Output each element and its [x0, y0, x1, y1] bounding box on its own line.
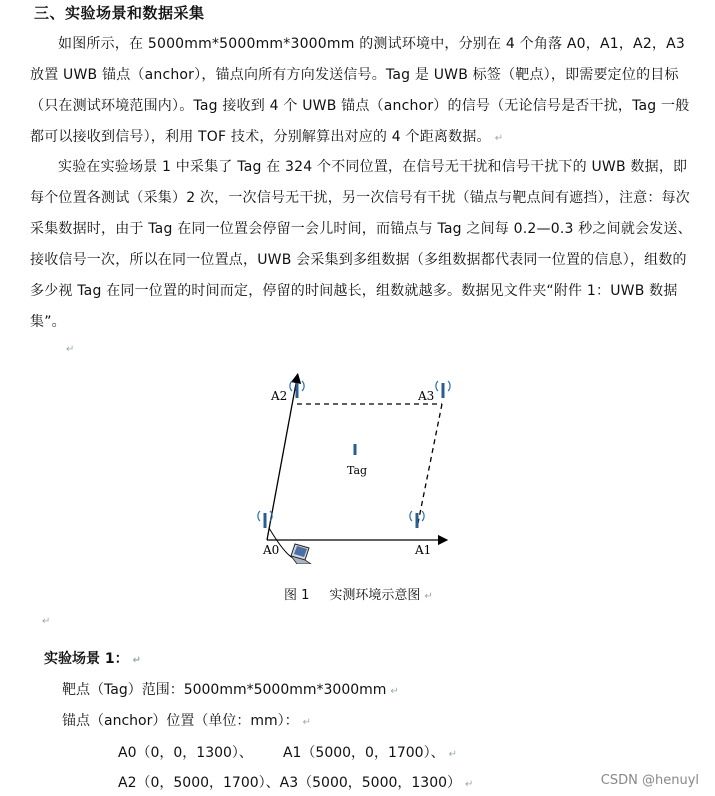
paragraph-mark-icon: ↵ — [465, 779, 474, 790]
anchor-a0-a1-line — [118, 742, 457, 762]
anchor-a3-antenna-icon — [436, 381, 450, 398]
caption-text: 实测环境示意图 — [329, 588, 421, 603]
scene-title — [44, 648, 141, 668]
paragraph-mark-icon: ↵ — [494, 133, 504, 144]
tag-range-text: 靶点（Tag）范围：5000mm*5000mm*3000mm — [62, 682, 387, 698]
anchor-heading-text: 锚点（anchor）位置（单位：mm）： — [62, 713, 299, 729]
paragraph-mark-icon: ↵ — [66, 344, 75, 355]
paragraph-mark-icon: ↵ — [448, 749, 457, 760]
paragraph-mark-icon: ↵ — [302, 717, 312, 728]
tag-antenna-icon — [354, 444, 357, 455]
watermark: CSDN @henuyl — [600, 773, 699, 788]
anchor-a2-a3-line — [118, 772, 473, 792]
paragraph-mark-icon: ↵ — [42, 616, 51, 627]
anchor-a2-antenna-icon — [290, 381, 304, 398]
anchor-a0-label: A0 — [263, 543, 280, 557]
paragraph-text: 如图所示，在 5000mm*5000mm*3000mm 的测试环境中，分别在 4 个角落 A0，A1，A2，A3 放置 UWB 锚点（anchor），锚点向所有方向发送信号。Tag 是 UWB 标签（靶点），即需要定位的目标（只在测试环境范围内）。Tag 接收到 4 个 UWB 锚点（anchor）的信号（无论信号是否干扰，Tag 一般都可以接收到信号），利用 TOF 技术，分别解算出对应的 4 个距离数据。 — [30, 36, 690, 145]
paragraph-collection — [30, 152, 692, 338]
paragraph-text: 实验在实验场景 1 中采集了 Tag 在 324 个不同位置，在信号无干扰和信号干扰下的 UWB 数据，即每个位置各测试（采集）2 次，一次信号无干扰，另一次信号有干扰（锚点与靶点间有遮挡），注意：每次采集数据时，由于 Tag 在同一位置会停留一会儿时间，而锚点与 Tag 之间每 0.2—0.3 秒之间就会发送、接收信号一次，所以在同一位置点，UWB 会采集到多组数据（多组数据都代表同一位置的信息），组数的多少视 Tag 在同一位置的时间而定，停留的时间越长，组数就越多。数据见文件夹“附件 1：UWB 数据集”。 — [30, 159, 692, 330]
scene-title-text: 实验场景 1： — [44, 651, 129, 667]
dashed-right-edge — [417, 404, 442, 528]
figure-caption — [284, 584, 433, 603]
section-heading: 三、实验场景和数据采集 — [34, 4, 205, 22]
paragraph-mark-icon: ↵ — [132, 655, 142, 666]
anchor-a2-a3-position: A2（0，5000，1700）、A3（5000，5000，1300） — [118, 775, 462, 791]
tag-range-line — [62, 679, 399, 699]
anchor-a3-label: A3 — [418, 389, 435, 403]
paragraph-mark-icon: ↵ — [424, 591, 433, 602]
anchor-a1-antenna-icon — [410, 511, 424, 528]
environment-diagram — [245, 368, 485, 564]
paragraph-mark-icon: ↵ — [390, 686, 399, 697]
tag-label: Tag — [347, 464, 368, 477]
anchor-a0-position: A0（0，0，1300）、 — [118, 745, 253, 761]
anchor-heading-line — [62, 710, 311, 730]
caption-number: 图 1 — [284, 588, 310, 603]
anchor-a2-label: A2 — [271, 389, 288, 403]
paragraph-setup — [30, 29, 692, 154]
anchor-a1-position: A1（5000，0，1700）、 — [282, 745, 445, 761]
environment-figure — [245, 368, 485, 564]
anchor-a1-label: A1 — [415, 543, 432, 557]
